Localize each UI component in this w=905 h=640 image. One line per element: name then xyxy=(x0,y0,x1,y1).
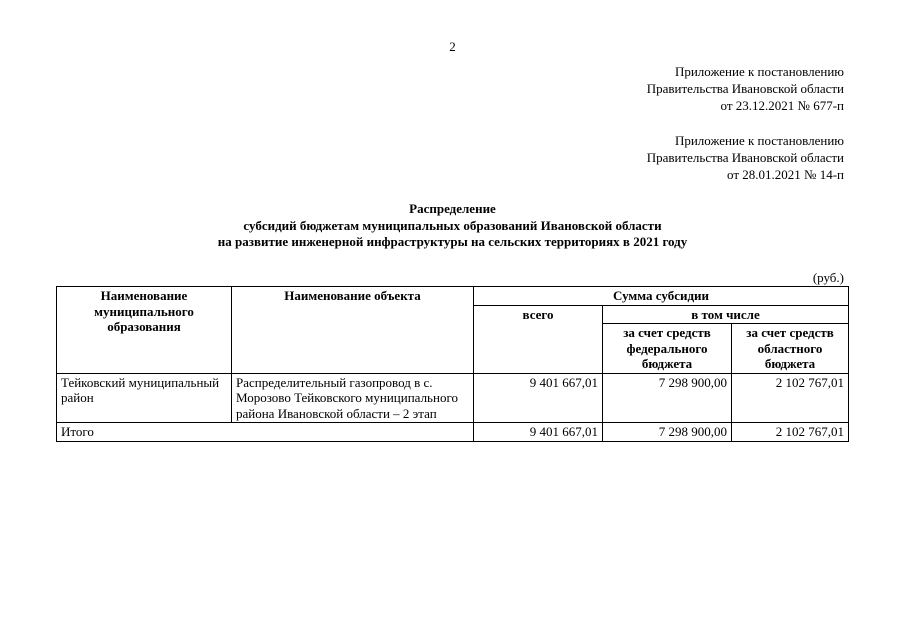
summary-row xyxy=(57,423,849,442)
cell-object: Распределительный газопровод в с. Морозово Тейковского муниципального района Ивановской области – 2 этап xyxy=(232,373,474,423)
summary-regional: 2 102 767,01 xyxy=(732,423,849,442)
title-line1: Распределение xyxy=(409,201,496,216)
header-municipality: Наименование муниципального образования xyxy=(57,287,232,374)
appendix-original-line2: Правительства Ивановской области xyxy=(646,150,844,165)
header-row-1 xyxy=(57,287,849,306)
document-title xyxy=(0,201,905,251)
appendix-current-line2: Правительства Ивановской области xyxy=(646,81,844,96)
header-federal: за счет средств федерального бюджета xyxy=(603,324,732,374)
appendix-header-original xyxy=(647,132,844,183)
title-line2: субсидий бюджетам муниципальных образований Ивановской области xyxy=(243,217,662,233)
appendix-original-line3: от 28.01.2021 № 14-п xyxy=(727,167,844,182)
currency-unit: (руб.) xyxy=(812,270,844,285)
table-row xyxy=(57,373,849,423)
cell-municipality: Тейковский муниципальный район xyxy=(57,373,232,423)
cell-regional: 2 102 767,01 xyxy=(732,373,849,423)
header-including: в том числе xyxy=(603,305,849,324)
header-regional: за счет средств областного бюджета xyxy=(732,324,849,374)
appendix-current-line3: от 23.12.2021 № 677-п xyxy=(720,98,844,113)
header-subsidy-sum: Сумма субсидии xyxy=(474,287,849,306)
subsidy-table xyxy=(56,286,849,442)
appendix-current-line1: Приложение к постановлению xyxy=(674,64,844,79)
header-object: Наименование объекта xyxy=(232,287,474,374)
title-line3: на развитие инженерной инфраструктуры на сельских территориях в 2021 году xyxy=(217,234,688,249)
appendix-header-current xyxy=(647,63,844,114)
summary-label: Итого xyxy=(57,423,474,442)
summary-federal: 7 298 900,00 xyxy=(603,423,732,442)
header-total: всего xyxy=(474,305,603,373)
appendix-original-line1: Приложение к постановлению xyxy=(674,133,844,148)
page-number: 2 xyxy=(449,39,456,54)
summary-total: 9 401 667,01 xyxy=(474,423,603,442)
cell-federal: 7 298 900,00 xyxy=(603,373,732,423)
cell-total: 9 401 667,01 xyxy=(474,373,603,423)
